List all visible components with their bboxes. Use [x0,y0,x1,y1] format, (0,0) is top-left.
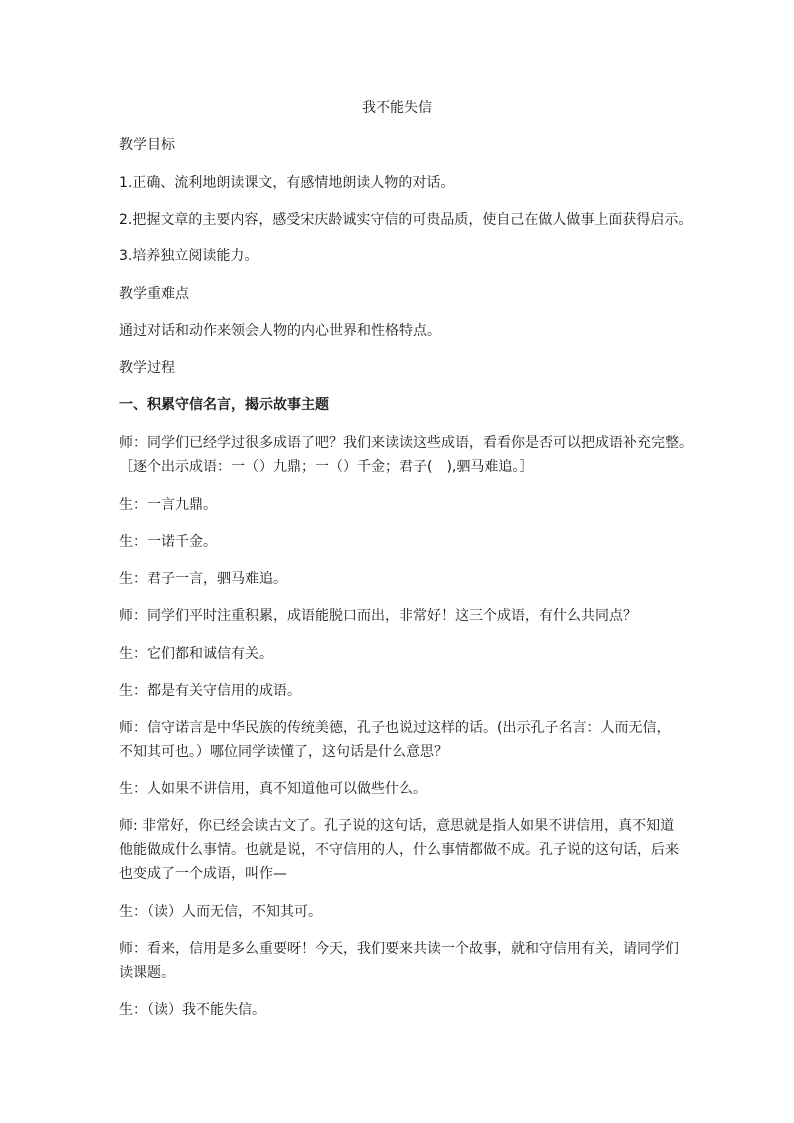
document-title: 我不能失信 [362,100,432,116]
goals-heading: 教学目标 [119,137,175,153]
dialogue-line: 生：都是有关守信用的成语。 [119,683,301,699]
dialogue-line: 他能做成什么事情。也就是说，不守信用的人，什么事情都做不成。孔子说的这句话，后来 [119,842,679,858]
difficulty-text: 通过对话和动作来领会人物的内心世界和性格特点。 [119,323,441,339]
dialogue-line: 生：一言九鼎。 [119,497,217,513]
goal-item-1: 1.正确、流利地朗读课文，有感情地朗读人物的对话。 [119,175,455,191]
dialogue-line: ［逐个出示成语：一（）九鼎；一（）千金；君子( ),驷马难追。］ [119,459,534,475]
section-heading: 一、积累守信名言，揭示故事主题 [119,397,329,413]
difficulty-heading: 教学重难点 [119,286,189,302]
dialogue-line: 师：同学们平时注重积累，成语能脱口而出，非常好！这三个成语，有什么共同点？ [119,608,637,624]
dialogue-line: 生：（读）人而无信，不知其可。 [119,904,322,920]
dialogue-line: 生：君子一言，驷马难追。 [119,571,287,587]
dialogue-line: 生：人如果不讲信用，真不知道他可以做些什么。 [119,781,427,797]
goal-item-3: 3.培养独立阅读能力。 [119,248,259,264]
dialogue-line: 不知其可也。）哪位同学读懂了，这句话是什么意思？ [119,744,448,760]
dialogue-line: 生：一诺千金。 [119,534,217,550]
dialogue-line: 生：它们都和诚信有关。 [119,646,273,662]
dialogue-line: 生：（读）我不能失信。 [119,1002,266,1018]
dialogue-line: 师：看来，信用是多么重要呀！今天，我们要来共读一个故事，就和守信用有关，请同学们 [119,941,679,957]
process-heading: 教学过程 [119,360,175,376]
dialogue-line: 也变成了一个成语，叫作— [119,866,287,882]
dialogue-line: 师：信守诺言是中华民族的传统美德，孔子也说过这样的话。(出示孔子名言：人而无信， [119,720,671,736]
dialogue-line: 读课题。 [119,965,175,981]
dialogue-line: 师: 非常好，你已经会读古文了。孔子说的这句话，意思就是指人如果不讲信用，真不知道 [119,818,675,834]
dialogue-line: 师：同学们已经学过很多成语了吧？我们来读读这些成语，看看你是否可以把成语补充完整。 [119,435,693,451]
goal-item-2: 2.把握文章的主要内容，感受宋庆龄诚实守信的可贵品质，使自己在做人做事上面获得启示。 [119,212,693,228]
